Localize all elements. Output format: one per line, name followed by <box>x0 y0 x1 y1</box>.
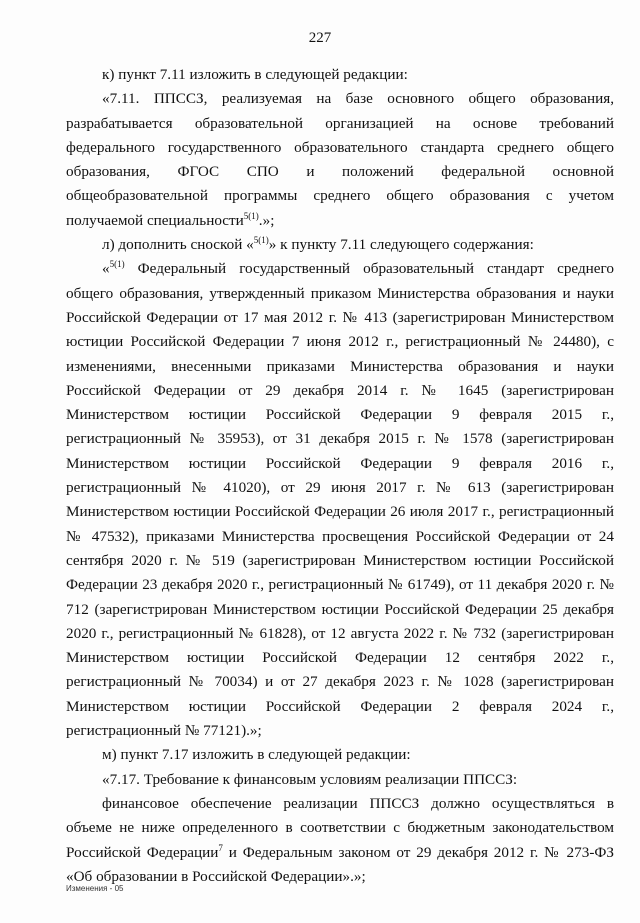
footnote-reference: 7 <box>218 842 223 853</box>
paragraph-footnote-5-1 <box>66 257 614 743</box>
paragraph-k: к) пункт 7.11 изложить в следующей редакции: <box>102 66 408 83</box>
document-body <box>66 63 614 889</box>
footnote-reference: 5(1) <box>253 235 269 246</box>
paragraph-7-17-text <box>66 792 614 889</box>
paragraph-text: Федеральный государственный образовательный стандарт среднего общего образования, утвержденный приказом Министерства образования и науки Российской Федерации от 17 мая 2012 г. № 413 (зарегистрирован Министерством юстиции Российской Федерации 7 июня 2012 г., регистрационный № 24480), с изменениями, внесенными приказами Министерства образования и науки Российской Федерации от 29 декабря 2014 г. № 1645 (зарегистрирован Министерством юстиции Российской Федерации 9 февраля 2015 г., регистрационный № 35953), от 31 декабря 2015 г. № 1578 (зарегистрирован Министерством юстиции Российской Федерации 9 февраля 2016 г., регистрационный № 41020), от 29 июня 2017 г. № 613 (зарегистрирован Министерством юстиции Российской Федерации 26 июля 2017 г., регистрационный № 47532), приказами Министерства просвещения Российской Федерации от 24 сентября 2020 г. № 519 (зарегистрирован Министерством юстиции Российской Федерации 23 декабря 2020 г., регистрационный № 61749), от 11 декабря 2020 г. № 712 (зарегистрирован Министерством юстиции Российской Федерации 25 декабря 2020 г., регистрационный № 61828), от 12 августа 2022 г. № 732 (зарегистрирован Министерством юстиции Российской Федерации 12 сентября 2022 г., регистрационный № 70034) и от 27 декабря 2023 г. № 1028 (зарегистрирован Министерством юстиции Российской Федерации 2 февраля 2024 г., регистрационный № 77121).»; <box>66 260 614 740</box>
paragraph-m: м) пункт 7.17 изложить в следующей редакции: <box>102 746 411 764</box>
paragraph-l <box>66 233 614 257</box>
paragraph-text: л) дополнить сноской « <box>102 236 254 254</box>
page-number: 227 <box>308 30 332 46</box>
footnote-reference: 5(1) <box>109 259 125 270</box>
paragraph-text: финансовое обеспечение реализации ППССЗ должно осуществляться в объеме не ниже определенного в соответствии с бюджетным законодательством Российской Федерации <box>66 794 614 861</box>
footnote-reference: 5(1) <box>243 210 259 221</box>
paragraph-text: » к пункту 7.11 следующего содержания: <box>268 236 534 254</box>
paragraph-7-11-text <box>66 87 614 233</box>
paragraph-7-17-title: «7.17. Требование к финансовым условиям реализации ППССЗ: <box>102 770 518 788</box>
paragraph-text: .»; <box>258 211 275 229</box>
paragraph-text: и Федеральным законом от 29 декабря 2012 г. № 273-ФЗ «Об образовании в Российской Федерации».»; <box>66 843 614 885</box>
paragraph-text: «7.11. ППССЗ, реализуемая на базе основного общего образования, разрабатывается образовательной организацией на основе требований федерального государственного образовательного стандарта среднего общего образования, ФГОС СПО и положений федеральной основной общеобразовательной программы среднего общего образования с учетом получаемой специальности <box>66 90 614 229</box>
footer-note: Изменения - 05 <box>66 884 124 893</box>
paragraph-text: « <box>102 260 110 278</box>
